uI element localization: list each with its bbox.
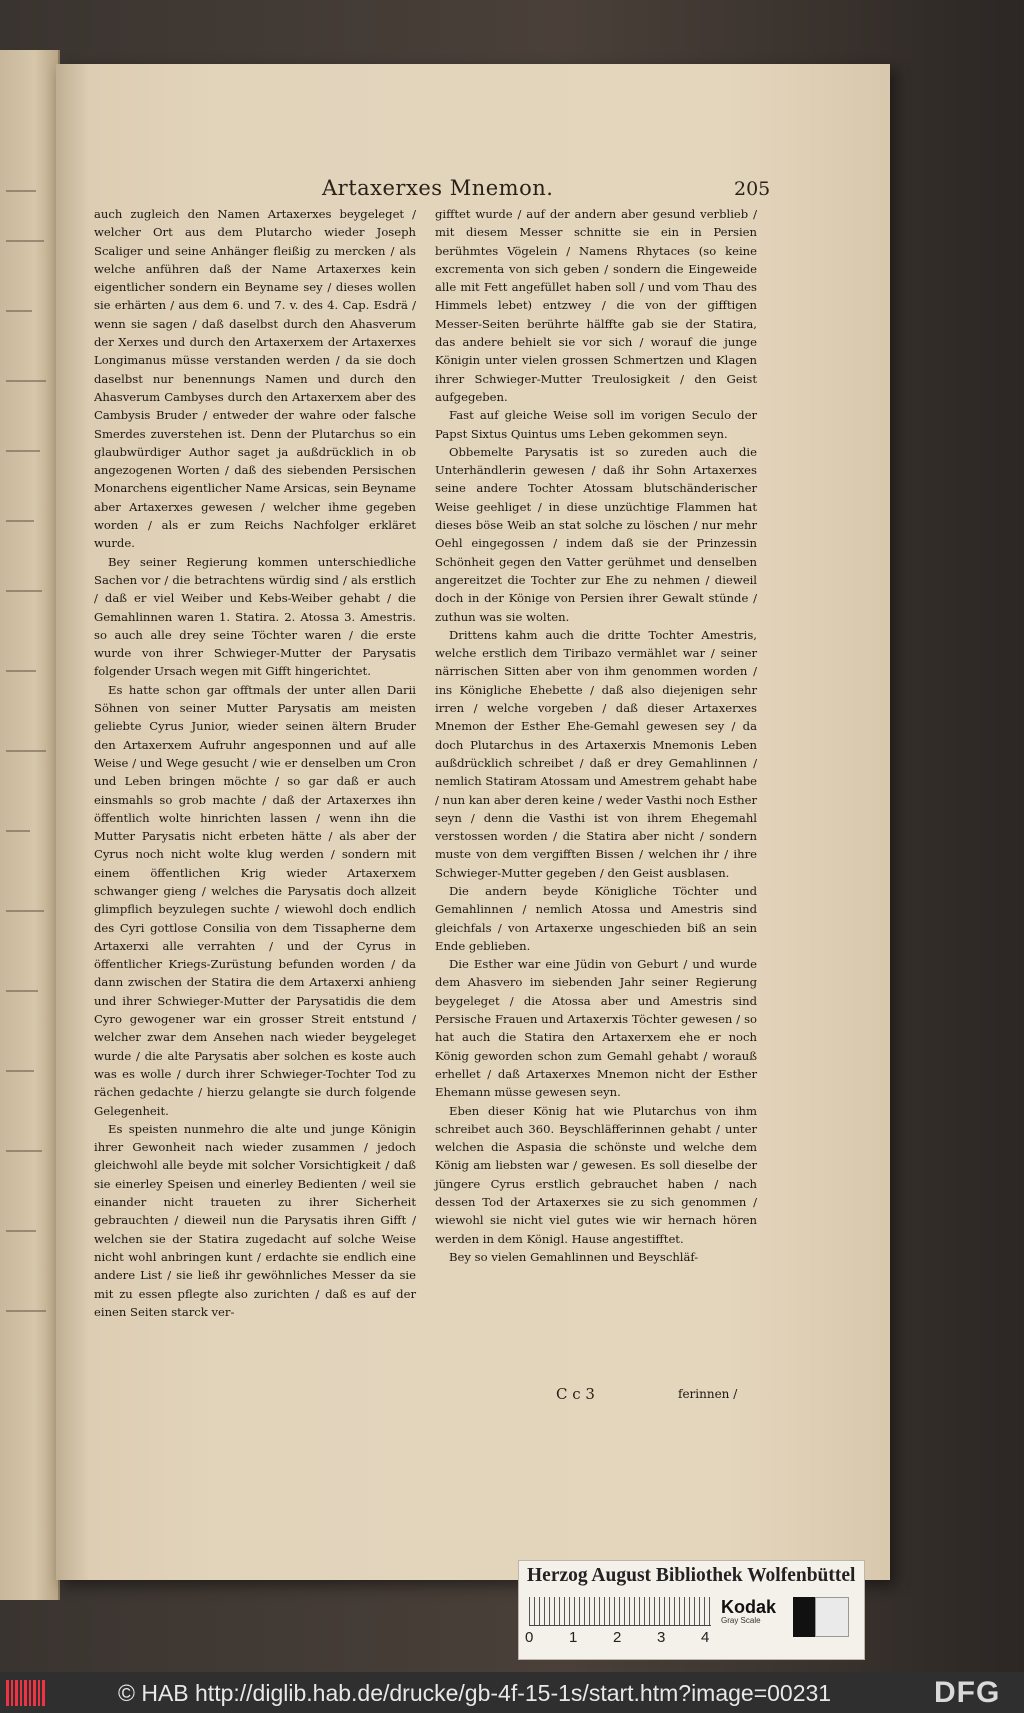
color-scale-card <box>518 1560 865 1660</box>
left-page-edge <box>0 50 60 1600</box>
left-paragraph: Bey seiner Regierung kommen unterschiedliche Sachen vor / die betrachtens würdig sind / als erstlich / daß er viel Weiber und Kebs-Weiber gehabt / die Gemahlinnen waren 1. Statira. 2. Atossa 3. Amestris. so auch alle drey seine Töchter waren / die erste wurde von ihrer Schwieger-Mutter der Parysatis folgender Ursach wegen mit Gifft hingerichtet. <box>94 554 416 679</box>
signature-mark: C c 3 <box>556 1385 595 1403</box>
page-number: 205 <box>734 178 771 200</box>
right-paragraph: Drittens kahm auch die dritte Tochter Amestris, welche erstlich dem Tiribazo vermählet war / seiner närrischen Sitten aber von ihm genommen worden / ins Königliche Ehebette / daß also diejenigen sehr irren / welche vorgeben / daß dieser Artaxerxes Mnemon der Esther Ehe-Gemahl gewesen sey / da doch Plutarchus in des Artaxerxis Mnemonis Leben außdrücklich schreibet / daß er drey Gemahlinnen / nemlich Statiram Atossam und Amestrem gehabt habe / nun kan aber deren keine / weder Vasthi noch Esther seyn / denn die Vasthi ist von ihrem Ehegemahl verstossen worden / die Statira aber nicht / sondern muste von dem vergifften Bissen / welchen ihr / ihre Schwieger-Mutter gegeben / den Geist ausblasen. <box>435 627 757 880</box>
catchword: ferinnen / <box>678 1387 738 1401</box>
gray-patch-light <box>815 1597 849 1637</box>
ruler-number: 0 <box>525 1629 534 1646</box>
kodak-subtitle: Gray Scale <box>721 1616 761 1625</box>
kodak-label <box>721 1597 787 1641</box>
dfg-logo: DFG <box>934 1676 1001 1709</box>
ruler-number: 3 <box>657 1629 666 1646</box>
left-paragraph: Es hatte schon gar offtmals der unter allen Darii Söhnen von seiner Mutter Parysatis am meisten geliebte Cyrus Junior, wieder seinen ältern Bruder den Artaxerxem Aufruhr angesponnen und auf alle Weise / und Wege gesucht / wie er denselben um Cron und Leben bringen möchte / so gar daß er auch einsmahls so grob machte / daß der Artaxerxes ihn öffentlich wolte hinrichten lassen / wenn ihn die Mutter Parysatis nicht erbeten hätte / als aber der Cyrus noch nicht wolte klug werden / sondern mit einem öffentlichen Krig wieder Artaxerxem schwanger gieng / welches die Parysatis doch allzeit glimpflich beyzulegen suchte / wiewohl doch endlich des Cyri gottlose Consilia von dem Tissapherne dem Artaxerxi alle verrahten / und der Cyrus in öffentlicher Kriegs-Zurüstung befunden worden / da dann zwischen der Statira die dem Artaxerxi anhieng und ihrer Schwieger-Mutter der Parysatidis die dem Cyro gewogener war ein grosser Streit entstund / welcher zwar dem Ansehen nach wieder beygeleget wurde / die alte Parysatis aber solchen es koste auch was es wolle / durch ihrer Schwieger-Tochter Tod zu rächen gedachte / hierzu gelangte sie durch folgende Gelegenheit. <box>94 682 416 1118</box>
left-paragraph: auch zugleich den Namen Artaxerxes beygeleget / welcher Ort aus dem Plutarcho wieder Joseph Scaliger und seine Anhänger fleißig zu mercken / als welche anführen daß der Name Artaxerxes kein eigentlicher sondern ein Beyname sey / dieses wollen sie erhärten / aus dem 6. und 7. v. des 4. Cap. Esdrä / wenn sie sagen / daß daselbst durch den Ahasverum der Xerxes und durch den Artaxerxem der Artaxerxes Longimanus müsse verstanden werden / da sie doch daselbst nur benennungs Namen und durch den Ahasverum Cambyses durch den Artaxerxem aber des Cambysis Bruder / entweder der wahre oder falsche Smerdes zuverstehen ist. Denn der Plutarchus so ein glaubwürdiger Author saget ja außdrücklich in ob angezogenen Worten / daß des siebenden Persischen Monarchens eigentlicher Name Arsicas, sein Beyname aber Artaxerxes gewesen / welcher ihme gegeben worden / als er zum Reichs Nachfolger erkläret wurde. <box>94 207 416 551</box>
right-paragraph: Fast auf gleiche Weise soll im vorigen Seculo der Papst Sixtus Quintus ums Leben gekommen seyn. <box>435 408 757 441</box>
right-paragraph: Eben dieser König hat wie Plutarchus von ihm schreibet auch 360. Beyschläfferinnen gehabt / unter welchen die Aspasia die schönste und welche dem König am liebsten war / gewesen. Es soll dieselbe der jüngere Cyrus erstlich gebrauchet haben / nach dessen Tod der Artaxerxes sie zu sich genommen / wiewohl sie nicht viel gutes wie wir hernach hören werden in dem Königl. Hause angestifftet. <box>435 1103 757 1246</box>
running-title: Artaxerxes Mnemon. <box>322 176 554 200</box>
hab-logo-icon <box>6 1680 46 1706</box>
footer-bar <box>0 1672 1024 1713</box>
left-text-column <box>94 205 416 1321</box>
right-paragraph: Bey so vielen Gemahlinnen und Beyschläf- <box>449 1249 699 1264</box>
right-paragraph: Obbemelte Parysatis ist so zureden auch die Unterhändlerin gewesen / daß ihr Sohn Artaxerxes seine andere Tochter Atossam blutschänderischer Weise geehliget / in diese unzüchtige Flammen hat dieses böse Weib an stat solche zu löschen / nur mehr Oehl eingegossen / indem daß sie der Prinzessin Schönheit gegen den Vatter gerühmet und denselben angereitzet die Tochter zur Ehe zu nehmen / dieweil doch in der Könige von Persien ihrer Gewalt stünde / zuthun was sie wolten. <box>435 444 757 624</box>
right-paragraph: Die andern beyde Königliche Töchter und Gemahlinnen / nemlich Atossa und Amestris sind gleichfals / von Artaxerxe ungeschieden biß an sein Ende geblieben. <box>435 883 757 953</box>
left-paragraph: Es speisten nunmehro die alte und junge Königin ihrer Gewonheit nach wieder zusammen / jedoch gleichwohl alle beyde mit solcher Vorsichtigkeit / daß sie einerley Speisen und einerley Bedienten / weil sie einander nicht traueten zu ihrer Sicherheit gebrauchten / dieweil nun die Parysatis ihren Gifft / welchen sie der Statira zugedacht auf solche Weise nicht wohl anbringen kunt / erdachte sie endlich eine andere List / sie ließ ihr gewöhnliches Messer da sie mit zu essen pflegte also zurichten / daß es auf der einen Seiten starck ver- <box>94 1121 416 1319</box>
right-text-column <box>435 205 757 1266</box>
ruler-number: 2 <box>613 1629 622 1646</box>
source-credit: © HAB http://diglib.hab.de/drucke/gb-4f-15-1s/start.htm?image=00231 <box>118 1680 832 1706</box>
measure-ruler <box>529 1597 711 1626</box>
kodak-brand: Kodak <box>721 1597 777 1617</box>
right-paragraph: Die Esther war eine Jüdin von Geburt / und wurde dem Ahasvero im siebenden Jahr seiner Regierung beygeleget / die Atossa aber und Amestris sind Persische Frauen und Artaxerxis Töchter gewesen / so hat auch die Statira den Artaxerxem ehe er noch König geworden schon zum Gemahl gehabt / worauß erhellet / daß Artaxerxes Mnemon nicht der Esther Ehemann müsse gewesen seyn. <box>435 957 757 1100</box>
ruler-number: 4 <box>701 1629 710 1646</box>
right-paragraph: gifftet wurde / auf der andern aber gesund verblieb / mit diesem Messer schnitte sie ein in Persien berühmtes Vögelein / Namens Rhytaces (so keine excrementa von sich geben / sondern die Eingeweide alle mit Fett angefüllet haben soll / und vom Thau des Himmels lebet) entzwey / die von der gifftigen Messer-Seiten berührte hälffte gab sie der Statira, das andere behielt sie vor sich / worauf die junge Königin unter vielen grossen Schmertzen und Klagen ihrer Schwieger-Mutter Treulosigkeit / den Geist aufgegeben. <box>435 207 757 404</box>
gray-patch-dark <box>793 1597 815 1637</box>
ruler-number: 1 <box>569 1629 578 1646</box>
library-name: Herzog August Bibliothek Wolfenbüttel <box>527 1565 856 1586</box>
